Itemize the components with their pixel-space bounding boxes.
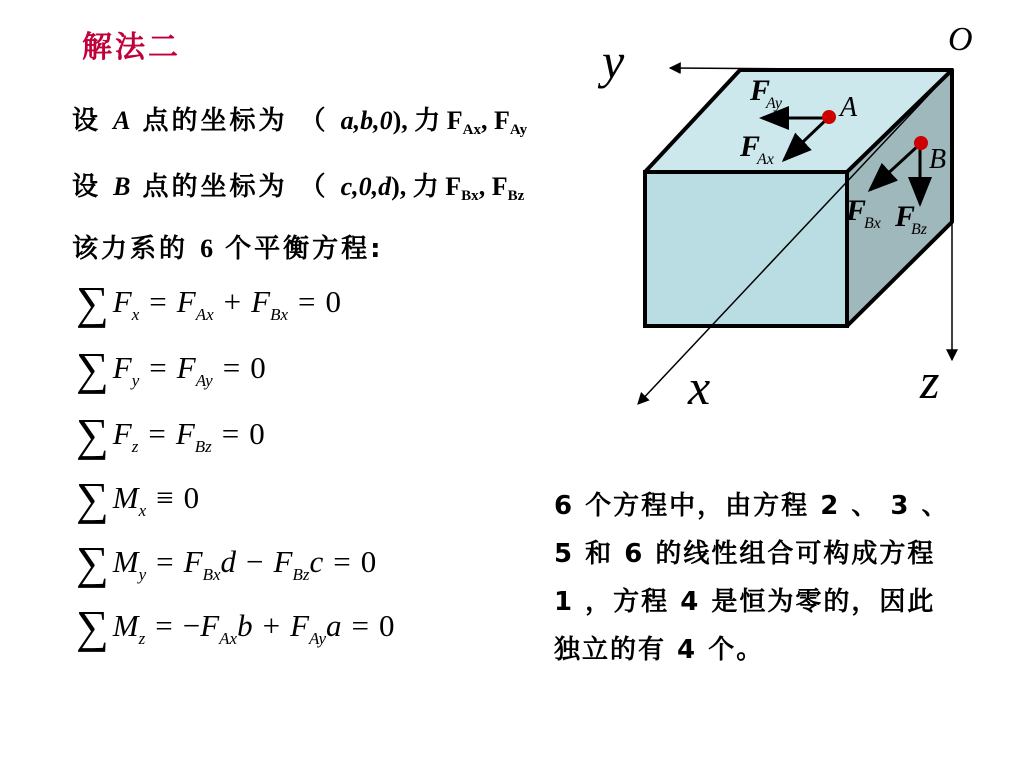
symbol: F <box>273 544 293 579</box>
y-axis-label: y <box>602 33 625 89</box>
subscript: z <box>131 437 139 456</box>
subscript: x <box>138 501 147 520</box>
operator: = <box>333 544 351 579</box>
point-label: A <box>113 106 131 135</box>
subscript: y <box>138 565 147 584</box>
sum-symbol: ∑ <box>76 473 109 524</box>
force-bx-label: F <box>846 194 867 227</box>
text: 点的坐标为 （ <box>130 172 341 202</box>
subscript: Ax <box>219 629 238 648</box>
force-bx-subscript: Bx <box>864 215 881 232</box>
value: 0 <box>360 544 377 579</box>
text: ), 力 <box>391 172 446 201</box>
value: 0 <box>183 480 200 515</box>
operator: + <box>223 284 242 319</box>
operator: + <box>262 608 281 643</box>
symbol: M <box>112 608 139 643</box>
operator: − <box>246 544 264 579</box>
box-front-face <box>645 172 847 326</box>
text: 设 <box>72 106 114 136</box>
force-bz-subscript: Bz <box>911 221 927 238</box>
point-a-label: A <box>840 92 858 123</box>
symbol: b <box>237 608 253 643</box>
symbol: F <box>112 416 132 451</box>
coordinates: a,b,0 <box>340 106 393 135</box>
symbol: M <box>112 544 139 579</box>
force-label: F <box>446 106 463 135</box>
force-ay-label: F <box>750 74 771 107</box>
text: 个平衡方程: <box>213 234 384 264</box>
z-axis-label: z <box>920 353 940 409</box>
symbol: F <box>112 350 132 385</box>
sum-symbol: ∑ <box>76 343 109 394</box>
subscript: x <box>131 305 140 324</box>
coordinates: c,0,d <box>340 172 392 201</box>
force-label: F <box>491 172 508 201</box>
force-subscript: Bx <box>461 188 479 204</box>
symbol: F <box>175 416 195 451</box>
symbol: d <box>220 544 237 579</box>
subscript: Bx <box>202 565 221 584</box>
sum-symbol: ∑ <box>76 537 109 588</box>
force-subscript: Ax <box>462 122 481 138</box>
symbol: F <box>200 608 220 643</box>
text: 点的坐标为 （ <box>130 106 341 136</box>
text: 设 <box>72 172 114 202</box>
text: 该力系的 <box>72 234 201 264</box>
force-ax-label: F <box>740 130 761 163</box>
symbol: c <box>309 544 324 579</box>
count: 6 <box>200 234 214 263</box>
operator: = <box>298 284 316 319</box>
force-ay-subscript: Ay <box>766 95 782 112</box>
value: 0 <box>249 416 265 451</box>
subscript: Ax <box>195 305 214 324</box>
subscript: Ay <box>309 629 327 648</box>
symbol: F <box>183 544 203 579</box>
origin-label: O <box>948 21 973 58</box>
symbol: M <box>112 480 139 515</box>
separator: , <box>480 106 494 135</box>
operator: = <box>351 608 369 643</box>
operator: = <box>149 350 167 385</box>
explanation-note: 6 个方程中，由方程 2 、 3 、 5 和 6 的线性组合可构成方程 1 ，方程 4 是恒为零的，因此独立的有 4 个。 <box>554 491 950 665</box>
subscript: Ay <box>195 371 213 390</box>
operator: = <box>156 544 174 579</box>
operator: − <box>182 608 201 643</box>
sum-symbol: ∑ <box>76 277 109 328</box>
point-b-label: B <box>929 144 947 175</box>
symbol: F <box>251 284 271 319</box>
force-subscript: Ay <box>509 122 528 138</box>
point-a-dot <box>822 110 836 124</box>
x-axis-label: x <box>688 359 711 415</box>
subscript: y <box>131 371 140 390</box>
value: 0 <box>379 608 395 643</box>
sum-symbol: ∑ <box>76 409 109 460</box>
subscript: Bz <box>194 437 212 456</box>
operator: = <box>155 608 173 643</box>
slide-title: 解法二 <box>82 30 181 65</box>
force-bz-label: F <box>895 200 916 233</box>
symbol: F <box>176 350 196 385</box>
symbol: F <box>112 284 132 319</box>
symbol: a <box>326 608 342 643</box>
subscript: z <box>138 629 146 648</box>
symbol: F <box>290 608 310 643</box>
operator: = <box>222 350 241 385</box>
separator: , <box>478 172 492 201</box>
operator: ≡ <box>156 480 174 515</box>
point-label: B <box>113 172 131 201</box>
point-b-dot <box>914 136 928 150</box>
sum-symbol: ∑ <box>76 601 109 652</box>
value: 0 <box>325 284 341 319</box>
force-subscript: Bz <box>507 188 525 204</box>
force-label: F <box>493 106 510 135</box>
subscript: Bz <box>292 565 310 584</box>
symbol: F <box>176 284 196 319</box>
subscript: Bx <box>270 305 288 324</box>
text: ), 力 <box>392 106 447 135</box>
force-ax-subscript: Ax <box>757 151 774 168</box>
operator: = <box>149 284 167 319</box>
value: 0 <box>250 350 266 385</box>
operator: = <box>148 416 166 451</box>
force-label: F <box>445 172 462 201</box>
operator: = <box>221 416 240 451</box>
